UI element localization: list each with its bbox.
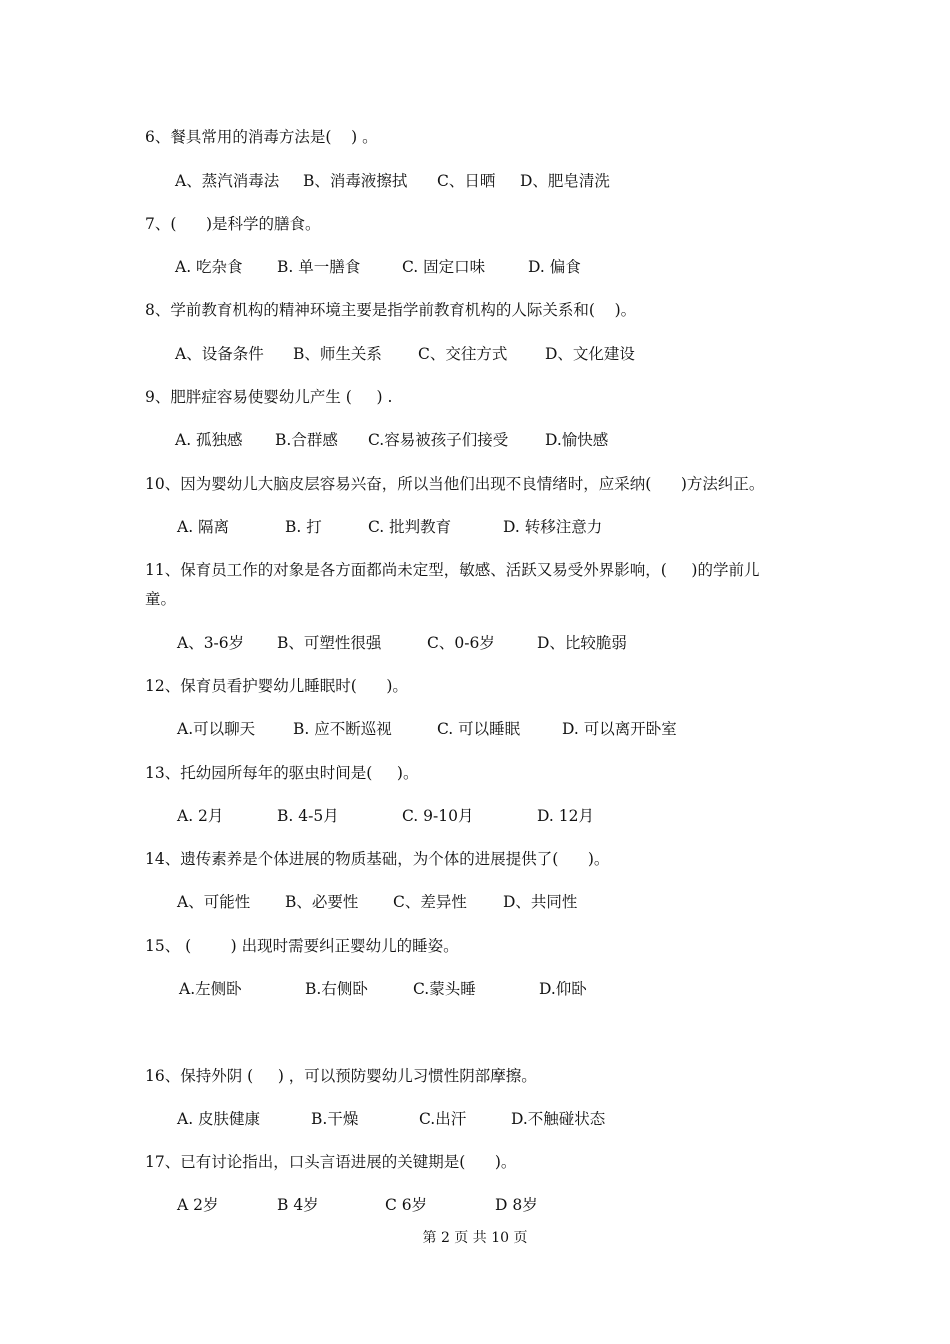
option-d: D 8岁 [495, 1196, 538, 1214]
option-a: A. 2月 [177, 807, 224, 825]
option-c: C. 批判教育 [368, 518, 452, 536]
option-a: A. 吃杂食 [175, 258, 243, 276]
option-d: D.仰卧 [539, 980, 587, 998]
question-9: 9、肥胖症容易使婴幼儿产生 ( ) . [145, 388, 393, 406]
question-8: 8、学前教育机构的精神环境主要是指学前教育机构的人际关系和( )。 [145, 301, 637, 319]
option-b: B.干燥 [311, 1110, 359, 1128]
option-c: C. 9-10月 [402, 807, 474, 825]
options-15 [175, 978, 875, 1000]
option-b: B. 4-5月 [277, 807, 339, 825]
option-d: D、比较脆弱 [537, 634, 627, 652]
option-a: A. 孤独感 [175, 431, 243, 449]
option-d: D. 偏食 [528, 258, 581, 276]
option-d: D. 12月 [537, 807, 594, 825]
option-b: B、师生关系 [293, 345, 382, 363]
options-6 [175, 170, 875, 192]
option-c: C、交往方式 [418, 345, 508, 363]
question-11: 11、保育员工作的对象是各方面都尚未定型，敏感、活跃又易受外界影响，( )的学前儿 [145, 561, 760, 579]
options-16 [175, 1108, 875, 1130]
option-c: C.出汗 [419, 1110, 467, 1128]
option-c: C 6岁 [385, 1196, 428, 1214]
option-d: D.不触碰状态 [511, 1110, 606, 1128]
question-7: 7、( )是科学的膳食。 [145, 215, 321, 233]
option-a: A. 皮肤健康 [177, 1110, 261, 1128]
option-d: D、共同性 [503, 893, 578, 911]
option-c: C、日晒 [437, 172, 496, 190]
options-8 [175, 343, 875, 365]
option-b: B. 应不断巡视 [293, 720, 392, 738]
option-b: B.右侧卧 [305, 980, 368, 998]
option-a: A 2岁 [177, 1196, 219, 1214]
option-a: A. 隔离 [177, 518, 230, 536]
option-a: A、可能性 [177, 893, 251, 911]
question-17: 17、已有讨论指出，口头言语进展的关键期是( )。 [145, 1153, 517, 1171]
option-d: D. 转移注意力 [503, 518, 603, 536]
options-13 [175, 805, 875, 827]
option-a: A、3-6岁 [177, 634, 245, 652]
options-11 [175, 632, 875, 654]
question-6: 6、餐具常用的消毒方法是( ) 。 [145, 128, 378, 146]
option-c: C. 可以睡眠 [437, 720, 521, 738]
question-15: 15、 ( ) 出现时需要纠正婴幼儿的睡姿。 [145, 937, 459, 955]
option-c: C.蒙头睡 [413, 980, 476, 998]
option-c: C、0-6岁 [427, 634, 495, 652]
option-b: B.合群感 [275, 431, 338, 449]
option-d: D. 可以离开卧室 [562, 720, 677, 738]
question-12: 12、保育员看护婴幼儿睡眠时( )。 [145, 677, 408, 695]
option-a: A、设备条件 [175, 345, 264, 363]
question-10: 10、因为婴幼儿大脑皮层容易兴奋，所以当他们出现不良情绪时，应采纳( )方法纠正。 [145, 475, 765, 493]
question-16: 16、保持外阴 ( ) ，可以预防婴幼儿习惯性阴部摩擦。 [145, 1067, 537, 1085]
options-14 [175, 891, 875, 913]
question-14: 14、遗传素养是个体进展的物质基础，为个体的进展提供了( )。 [145, 850, 610, 868]
option-b: B. 打 [285, 518, 322, 536]
options-12 [175, 718, 875, 740]
option-b: B、可塑性很强 [277, 634, 382, 652]
option-b: B. 单一膳食 [277, 258, 361, 276]
option-d: D、肥皂清洗 [520, 172, 610, 190]
options-17 [175, 1194, 875, 1216]
option-c: C、差异性 [393, 893, 467, 911]
option-b: B、必要性 [285, 893, 359, 911]
option-d: D、文化建设 [545, 345, 635, 363]
option-a: A、蒸汽消毒法 [175, 172, 280, 190]
options-10 [175, 516, 875, 538]
question-13: 13、托幼园所每年的驱虫时间是( )。 [145, 764, 419, 782]
option-d: D.愉快感 [545, 431, 609, 449]
options-9 [175, 429, 875, 451]
option-a: A.左侧卧 [179, 980, 242, 998]
question-11-continued: 童。 [145, 590, 177, 608]
option-b: B 4岁 [277, 1196, 319, 1214]
page-number-footer: 第 2 页 共 10 页 [422, 1230, 528, 1246]
option-a: A.可以聊天 [177, 720, 256, 738]
options-7 [175, 256, 875, 278]
option-c: C. 固定口味 [402, 258, 486, 276]
option-c: C.容易被孩子们接受 [368, 431, 509, 449]
option-b: B、消毒液擦拭 [303, 172, 408, 190]
